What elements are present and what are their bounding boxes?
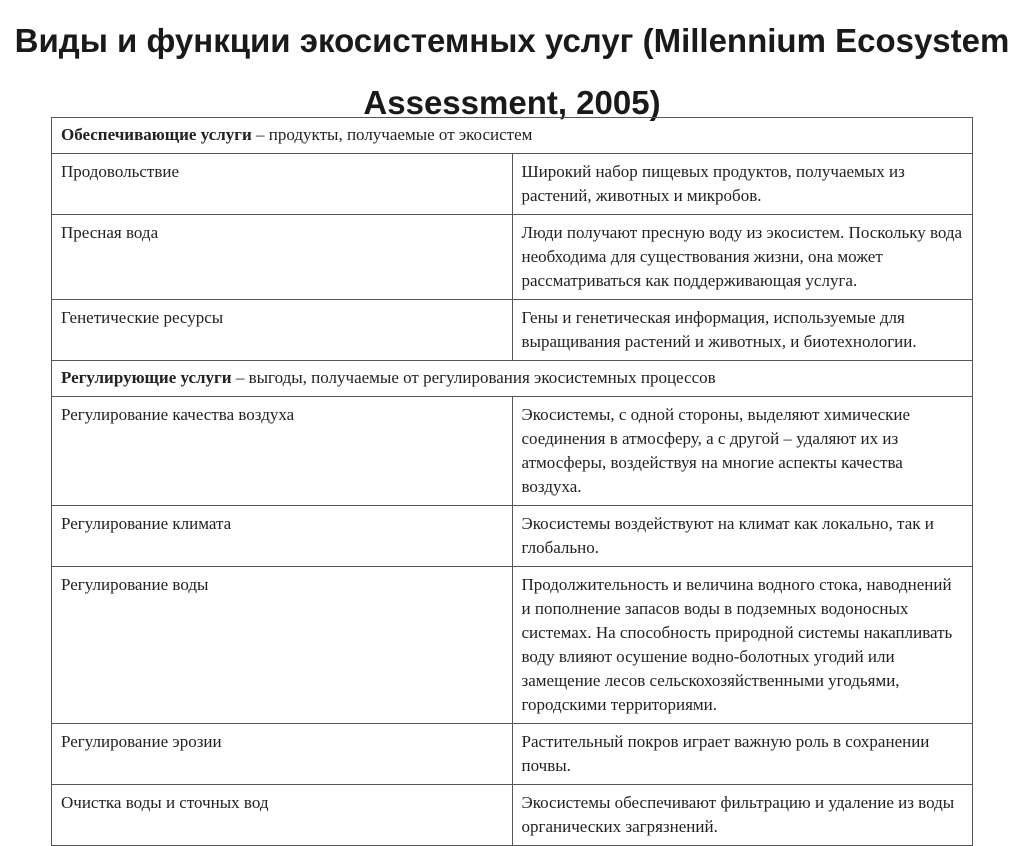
- service-description: Растительный покров играет важную роль в сохранении почвы.: [512, 724, 973, 785]
- section-heading-rest: – выгоды, получаемые от регулирования экосистемных процессов: [231, 368, 716, 387]
- section-heading-rest: – продукты, получаемые от экосистем: [251, 125, 533, 144]
- service-description: Экосистемы обеспечивают фильтрацию и удаление из воды органических загрязнений.: [512, 785, 973, 846]
- section-header-row: [52, 118, 973, 154]
- service-description: Люди получают пресную воду из экосистем. Поскольку вода необходима для существования жизни, она может рассматриваться как поддерживающая услуга.: [512, 215, 973, 300]
- service-description: Экосистемы воздействуют на климат как локально, так и глобально.: [512, 506, 973, 567]
- section-heading-bold: Обеспечивающие услуги: [61, 125, 252, 144]
- page-title: Виды и функции экосистемных услуг (Millennium Ecosystem Assessment, 2005): [14, 22, 1010, 121]
- service-description: Гены и генетическая информация, используемые для выращивания растений и животных, и биотехнологии.: [512, 300, 973, 361]
- service-description: Продолжительность и величина водного стока, наводнений и пополнение запасов воды в подземных водоносных системах. На способность природной системы накапливать воду влияют осушение водно-болотных угодий или замещение лесов сельскохозяйственными угодьями, городскими территориями.: [512, 567, 973, 724]
- section-heading-bold: Регулирующие услуги: [61, 368, 232, 387]
- section-header-row: [52, 361, 973, 397]
- services-table: [51, 117, 973, 836]
- service-name: Генетические ресурсы: [52, 300, 513, 361]
- table-row: [52, 154, 973, 215]
- service-description: Широкий набор пищевых продуктов, получаемых из растений, животных и микробов.: [512, 154, 973, 215]
- service-name: Регулирование эрозии: [52, 724, 513, 785]
- table-row: [52, 567, 973, 724]
- table-row: [52, 397, 973, 506]
- section-header: [52, 361, 973, 397]
- service-name: Регулирование качества воздуха: [52, 397, 513, 506]
- service-name: Регулирование климата: [52, 506, 513, 567]
- section-header: [52, 118, 973, 154]
- service-name: Пресная вода: [52, 215, 513, 300]
- table-row: [52, 215, 973, 300]
- table-row: [52, 724, 973, 785]
- service-description: Экосистемы, с одной стороны, выделяют химические соединения в атмосферу, а с другой – удаляют их из атмосферы, воздействуя на многие аспекты качества воздуха.: [512, 397, 973, 506]
- service-name: Очистка воды и сточных вод: [52, 785, 513, 846]
- table-row: [52, 785, 973, 846]
- service-name: Регулирование воды: [52, 567, 513, 724]
- table-row: [52, 506, 973, 567]
- service-name: Продовольствие: [52, 154, 513, 215]
- table-row: [52, 300, 973, 361]
